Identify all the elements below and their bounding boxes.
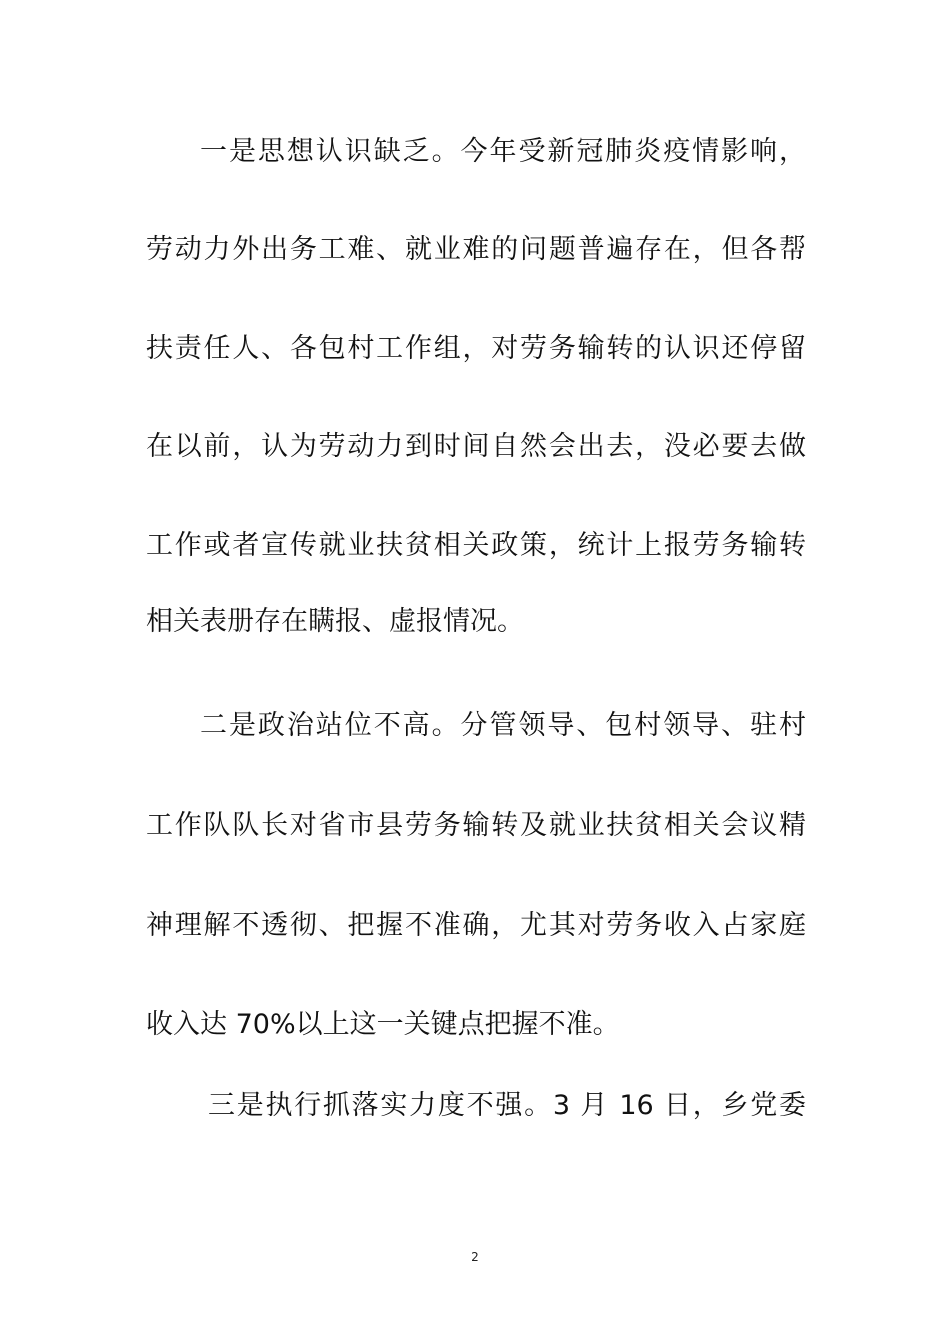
text-line: 二是政治站位不高。分管领导、包村领导、驻村 — [200, 710, 806, 741]
text-line: 在以前，认为劳动力到时间自然会出去，没必要去做 — [146, 431, 806, 462]
text-line: 一是思想认识缺乏。今年受新冠肺炎疫情影响， — [200, 136, 806, 167]
text-line: 神理解不透彻、把握不准确，尤其对劳务收入占家庭 — [146, 910, 806, 941]
text-line: 工作队队长对省市县劳务输转及就业扶贫相关会议精 — [146, 810, 806, 841]
text-line: 相关表册存在瞒报、虚报情况。 — [146, 606, 524, 637]
text-line: 劳动力外出务工难、就业难的问题普遍存在，但各帮 — [146, 234, 806, 265]
text-line: 三是执行抓落实力度不强。3 月 16 日，乡党委 — [208, 1090, 806, 1121]
text-line: 收入达 70%以上这一关键点把握不准。 — [146, 1009, 620, 1040]
text-line: 扶责任人、各包村工作组，对劳务输转的认识还停留 — [146, 333, 806, 364]
text-line: 工作或者宣传就业扶贫相关政策，统计上报劳务输转 — [146, 530, 806, 561]
page-number: 2 — [471, 1250, 479, 1264]
